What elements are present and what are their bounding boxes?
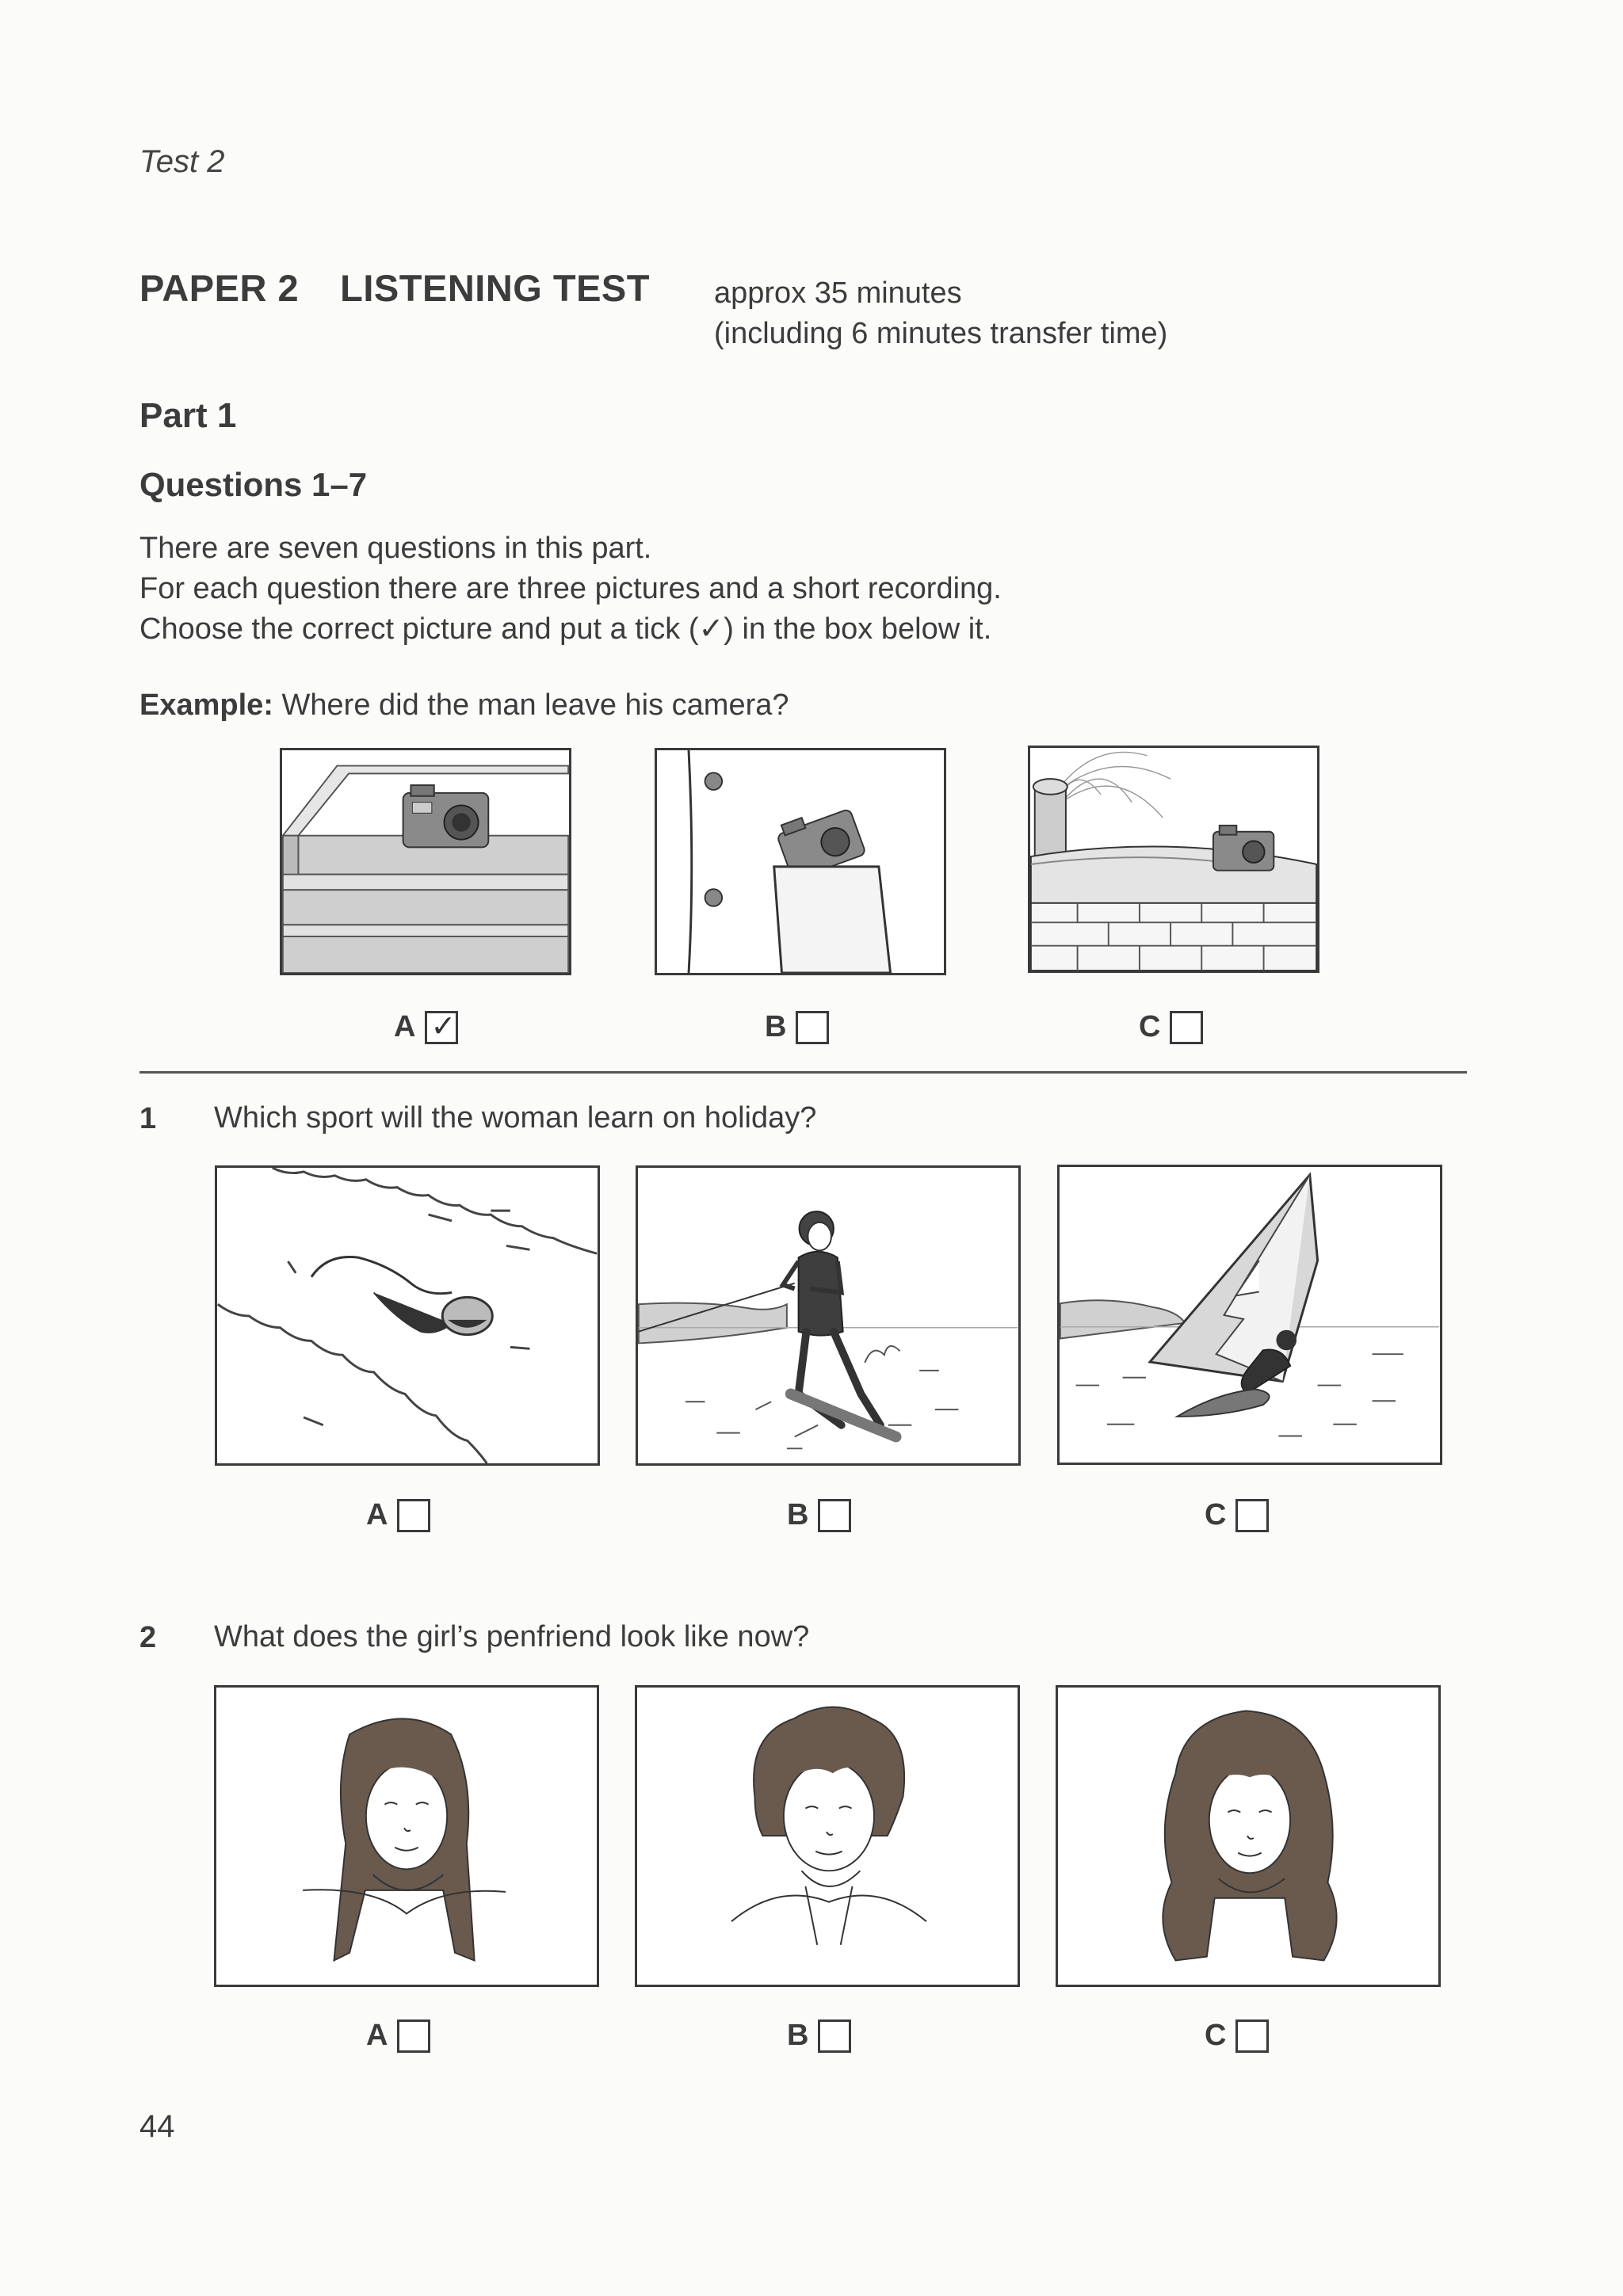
example-picture-c	[1028, 746, 1319, 973]
swimming-illustration	[217, 1168, 598, 1463]
girl-long-curly-hair-illustration	[1058, 1688, 1438, 1985]
instruction-line: There are seven questions in this part.	[139, 532, 652, 565]
option-letter: B	[765, 1010, 787, 1043]
instructions	[139, 528, 1002, 650]
option-letter: C	[1205, 2019, 1227, 2052]
paper-number: PAPER 2	[139, 267, 300, 309]
example-option-c	[1139, 1010, 1203, 1044]
camera-on-steps-illustration	[282, 750, 569, 973]
camera-icon	[1213, 826, 1274, 871]
question-2-option-c	[1205, 2019, 1269, 2053]
duration-line-1: approx 35 minutes	[714, 277, 962, 310]
part-heading: Part 1	[139, 396, 237, 435]
answer-checkbox[interactable]	[425, 1011, 458, 1044]
answer-checkbox[interactable]	[1235, 2019, 1269, 2053]
question-1-option-a	[366, 1498, 430, 1532]
answer-checkbox[interactable]	[1235, 1499, 1269, 1532]
example-question-text: Where did the man leave his camera?	[281, 688, 789, 722]
answer-checkbox[interactable]	[397, 1499, 430, 1532]
example-picture-b	[655, 748, 946, 975]
question-2-picture-a	[214, 1685, 599, 1987]
question-text: What does the girl’s penfriend look like now?	[214, 1620, 810, 1653]
question-1-picture-a	[215, 1165, 600, 1466]
camera-on-fountain-illustration	[1030, 748, 1317, 971]
question-2-picture-c	[1056, 1685, 1441, 1987]
paper-duration	[714, 273, 1167, 354]
windsurfing-illustration	[1060, 1167, 1440, 1463]
water-skiing-illustration	[638, 1168, 1018, 1463]
girl-short-curly-hair-illustration	[637, 1688, 1018, 1985]
question-1-option-c	[1205, 1498, 1269, 1532]
answer-checkbox[interactable]	[818, 2019, 851, 2053]
example-label: Example:	[139, 688, 273, 722]
option-letter: C	[1205, 1498, 1227, 1531]
question-number: 1	[139, 1102, 157, 1135]
option-letter: B	[787, 1498, 809, 1531]
paper-title	[139, 266, 650, 310]
question-1-picture-c	[1057, 1165, 1442, 1465]
answer-checkbox[interactable]	[818, 1499, 851, 1532]
answer-checkbox[interactable]	[796, 1011, 829, 1044]
tick-icon: ✓	[430, 1009, 456, 1043]
question-2-option-b	[787, 2019, 851, 2053]
camera-icon	[403, 785, 489, 847]
questions-heading: Questions 1–7	[139, 466, 368, 503]
option-letter: A	[366, 2019, 388, 2052]
example-picture-a	[280, 748, 571, 975]
question-text: Which sport will the woman learn on holiday?	[214, 1101, 817, 1135]
paper-name: LISTENING TEST	[340, 267, 650, 309]
question-1-option-b	[787, 1498, 851, 1532]
girl-long-straight-hair-illustration	[216, 1688, 597, 1985]
instruction-line: Choose the correct picture and put a tick (✓) in the box below it.	[139, 612, 992, 646]
option-letter: C	[1139, 1010, 1161, 1043]
question-number: 2	[139, 1621, 157, 1654]
camera-in-pocket-illustration	[657, 750, 944, 973]
page-number: 44	[139, 2109, 175, 2144]
question-1-picture-b	[636, 1165, 1021, 1466]
option-letter: A	[366, 1498, 388, 1531]
option-letter: A	[394, 1010, 416, 1043]
instruction-line: For each question there are three pictures and a short recording.	[139, 572, 1002, 605]
question-2-option-a	[366, 2019, 430, 2053]
divider	[139, 1071, 1467, 1074]
example-option-b	[765, 1010, 829, 1044]
answer-checkbox[interactable]	[397, 2019, 430, 2053]
example-question	[139, 688, 789, 723]
example-option-a	[394, 1010, 458, 1044]
option-letter: B	[787, 2019, 809, 2052]
answer-checkbox[interactable]	[1170, 1011, 1203, 1044]
running-header: Test 2	[139, 144, 225, 179]
duration-line-2: (including 6 minutes transfer time)	[714, 317, 1168, 350]
question-2-picture-b	[635, 1685, 1020, 1987]
